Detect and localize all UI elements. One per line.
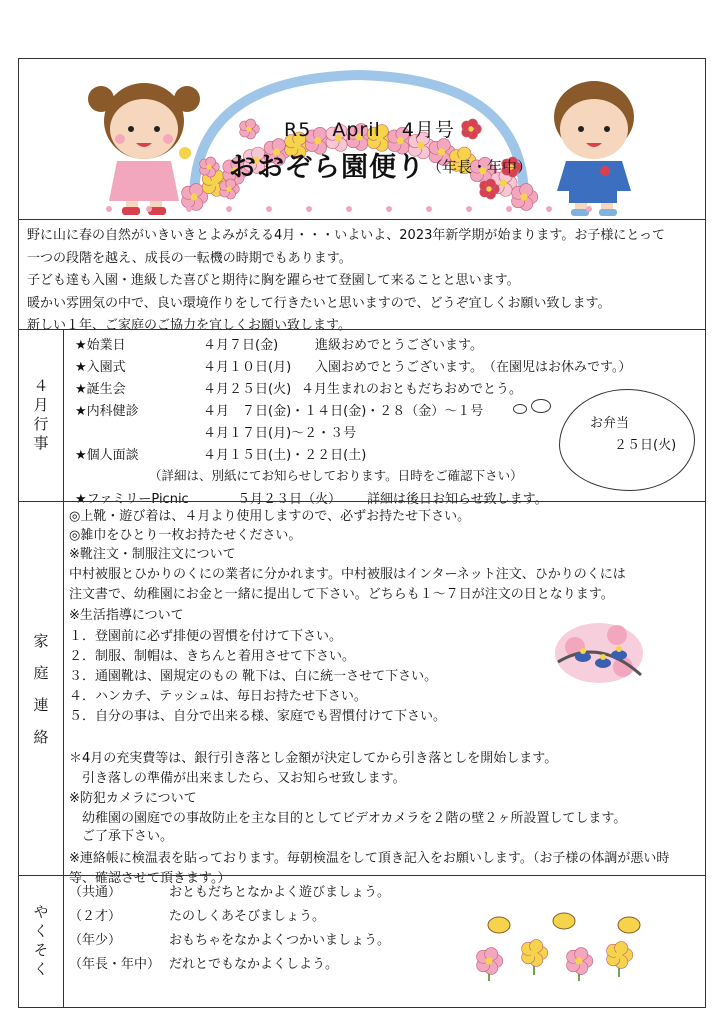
bubble-puff bbox=[531, 399, 551, 413]
home-label-char: 連 bbox=[33, 696, 49, 714]
bee-icon bbox=[488, 917, 510, 933]
note-line: １．登園前に必ず排便の習慣を付けて下さい。 bbox=[69, 629, 343, 644]
event-date: ４月１５日(土)・２２日(土) bbox=[203, 448, 367, 463]
promise-age: （共通） bbox=[69, 885, 122, 900]
divider bbox=[63, 501, 64, 875]
intro-line: 野に山に春の自然がいきいきとよみがえる4月・・・いよいよ、2023年新学期が始まります。お子様にとって bbox=[27, 228, 666, 243]
event-name: ★入園式 bbox=[75, 360, 126, 375]
event-name: ★始業日 bbox=[75, 338, 126, 353]
event-name: ★ファミリーPicnic bbox=[75, 492, 189, 507]
note-line: ご了承下さい。 bbox=[69, 829, 174, 844]
event-name: ★内科健診 bbox=[75, 404, 139, 419]
boy-icon bbox=[554, 81, 634, 216]
promise-text: おともだちとなかよく遊びましょう。 bbox=[169, 885, 391, 900]
promise-text: たのしくあそびましょう。 bbox=[169, 909, 326, 924]
newsletter-page bbox=[18, 58, 706, 1008]
intro-line: 子ども達も入園・進級した喜びと期待に胸を躍らせて登園して来ることと思います。 bbox=[27, 273, 520, 288]
bubble-puff bbox=[513, 404, 527, 414]
event-date: ４月 ７日(金)・１４日(金)・２８（金）～１号 bbox=[203, 404, 484, 419]
promise-section-label: やくそく bbox=[31, 904, 50, 980]
flower-bees-illustration bbox=[553, 617, 645, 689]
note-line: ※防犯カメラについて bbox=[69, 791, 197, 806]
event-name: ★誕生会 bbox=[75, 382, 126, 397]
flower-icon bbox=[567, 948, 593, 975]
event-date: ４月１０日(月) bbox=[203, 360, 292, 375]
deco-dot bbox=[106, 206, 112, 212]
note-line: ３．通園靴は、園規定のもの 靴下は、白に統一させて下さい。 bbox=[69, 669, 438, 684]
event-name: ★個人面談 bbox=[75, 448, 139, 463]
lunch-bubble bbox=[559, 389, 695, 491]
deco-dot bbox=[586, 206, 592, 212]
note-line: ５．自分の事は、自分で出来る様、家庭でも習慣付けて下さい。 bbox=[69, 709, 447, 724]
divider bbox=[19, 219, 705, 220]
home-label-char: 庭 bbox=[33, 664, 49, 682]
note-line: ２．制服、制帽は、きちんと着用させて下さい。 bbox=[69, 649, 356, 664]
note-line: ◎上靴・遊び着は、４月より使用しますので、必ずお持たせ下さい。 bbox=[69, 509, 471, 524]
deco-dot bbox=[426, 206, 432, 212]
divider bbox=[19, 329, 705, 330]
deco-dot bbox=[226, 206, 232, 212]
issue-year: R5 bbox=[284, 119, 312, 141]
event-date: ４月７日(金) bbox=[203, 338, 279, 353]
event-date: ５月２３日（火） bbox=[237, 492, 342, 507]
home-section-label bbox=[19, 503, 63, 875]
note-line: 等、確認させて頂きます。） bbox=[69, 871, 231, 886]
deco-dot bbox=[346, 206, 352, 212]
divider bbox=[19, 875, 705, 876]
issue-line bbox=[284, 115, 469, 142]
header-banner bbox=[19, 59, 705, 219]
flower-icon bbox=[607, 942, 633, 969]
note-line: ※靴注文・制服注文について bbox=[69, 547, 236, 562]
note-line: 注文書で、幼稚園にお金と一緒に提出して下さい。どちらも１～７日が注文の日となります。 bbox=[69, 587, 614, 602]
home-label-char: 絡 bbox=[33, 728, 49, 746]
note-line: ＊4月の充実費等は、銀行引き落とし金額が決定してから引き落としを開始します。 bbox=[69, 751, 558, 766]
flower-icon bbox=[240, 119, 260, 139]
deco-dot bbox=[266, 206, 272, 212]
events-section-label: ４月行事 bbox=[31, 378, 50, 454]
note-line: ※連絡帳に検温表を貼っております。毎朝検温をして頂き記入をお願いします。（お子様の体調が悪い時 bbox=[69, 851, 670, 866]
lunch-date: ２５日(火) bbox=[614, 438, 677, 453]
intro-line: 一つの段階を越え、成長の一転機の時期でもあります。 bbox=[27, 250, 352, 266]
flower-icon bbox=[477, 948, 503, 975]
event-desc: 進級おめでとうございます。 bbox=[315, 338, 483, 353]
deco-dot bbox=[146, 206, 152, 212]
event-date: ４月１７日(月)～２・３号 bbox=[203, 426, 357, 441]
event-desc: 入園おめでとうございます。 （在園児はお休みです。） bbox=[315, 360, 632, 375]
flower-icon bbox=[512, 184, 538, 211]
intro-line: 新しい１年、ご家庭のご協力を宜しくお願い致します。 bbox=[27, 318, 351, 333]
flower-icon bbox=[522, 940, 548, 967]
issue-number: 4月号 bbox=[401, 119, 455, 141]
divider bbox=[63, 875, 64, 1007]
divider bbox=[19, 501, 705, 502]
promise-age: （２才） bbox=[69, 909, 122, 924]
divider bbox=[63, 329, 64, 501]
newsletter-subtitle: （年長・年中） bbox=[427, 158, 533, 176]
intro-paragraph bbox=[27, 225, 703, 338]
event-desc: 詳細は後日お知らせ致します。 bbox=[367, 492, 548, 507]
promise-text: だれとでもなかよくしよう。 bbox=[169, 957, 339, 972]
newsletter-title: おおぞら園便り bbox=[229, 152, 425, 183]
event-note: （詳細は、別紙にてお知らせしております。日時をご確認下さい） bbox=[149, 468, 523, 483]
note-line: ※生活指導について bbox=[69, 608, 184, 623]
bee-icon bbox=[618, 917, 640, 933]
note-line: ◎雑巾をひとり一枚お持たせください。 bbox=[69, 528, 302, 543]
note-line: 中村被服とひかりのくにの業者に分かれます。中村被服はインターネット注文、ひかりのくには bbox=[69, 567, 626, 582]
home-label-char: 家 bbox=[33, 632, 49, 650]
note-line: ４．ハンカチ、テッシュは、毎日お持たせ下さい。 bbox=[69, 689, 367, 704]
deco-dot bbox=[306, 206, 312, 212]
promise-age: （年少） bbox=[69, 933, 122, 948]
event-date: ４月２５日(火) bbox=[203, 382, 292, 397]
lunch-label: お弁当 bbox=[590, 416, 630, 431]
deco-dot bbox=[466, 206, 472, 212]
promise-age: （年長・年中） bbox=[69, 957, 161, 972]
deco-dot bbox=[386, 206, 392, 212]
note-line: 幼稚園の園庭での事故防止を主な目的としてビデオカメラを２階の壁２ヶ所設置してします。 bbox=[69, 811, 627, 826]
note-line: 引き落しの準備が出来ましたら、又お知らせ致します。 bbox=[69, 771, 406, 786]
deco-dot bbox=[186, 206, 192, 212]
deco-dot bbox=[506, 206, 512, 212]
deco-dot bbox=[546, 206, 552, 212]
bee-icon bbox=[553, 913, 575, 929]
promise-text: おもちゃをなかよくつかいましょう。 bbox=[169, 933, 391, 948]
issue-month-en: April bbox=[332, 119, 381, 141]
event-desc: ４月生まれのおともだちおめでとう。 bbox=[301, 382, 523, 397]
bees-flowers-illustration bbox=[469, 911, 659, 981]
intro-line: 暖かい雰囲気の中で、良い環境作りをして行きたいと思いますので、どうぞ宜しくお願い致します。 bbox=[27, 295, 611, 311]
